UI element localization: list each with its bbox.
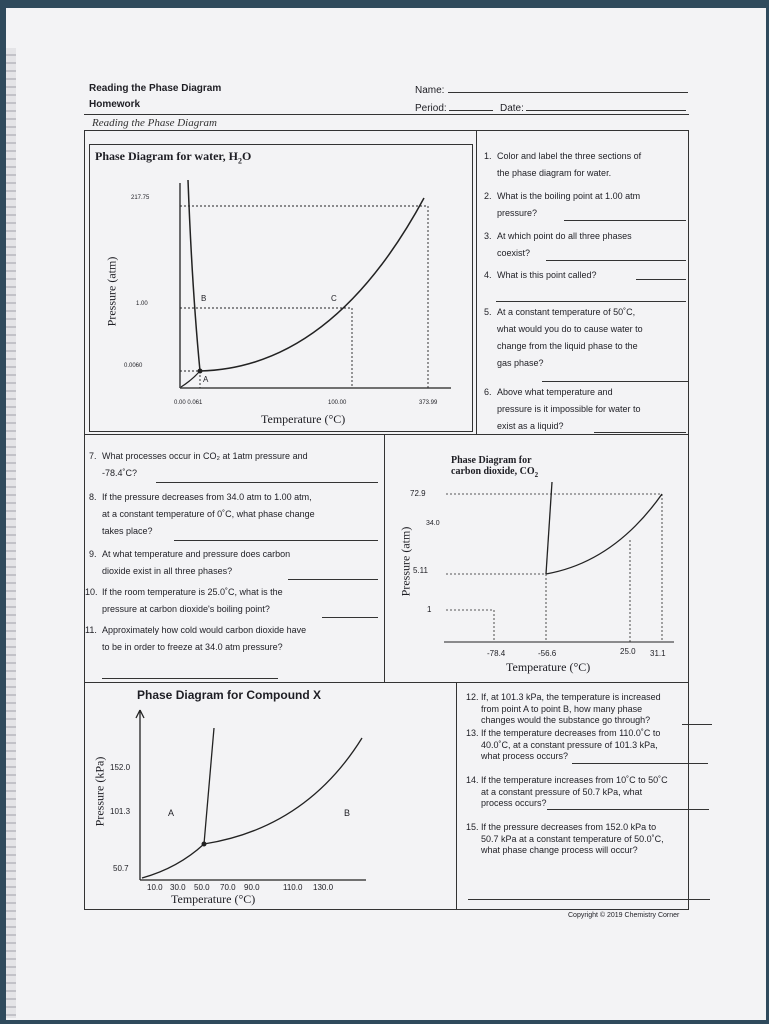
answer-line[interactable] [572,763,708,764]
question-number: 7. [89,451,97,461]
compound-xtick-5: 90.0 [244,883,260,892]
water-point-a: A [203,375,209,384]
answer-line[interactable] [547,809,709,810]
worksheet-title: Reading the Phase Diagram [89,83,222,94]
question-text: If the temperature increases from 10˚C to 50˚C [481,775,668,785]
co2-xtick-4: 31.1 [650,649,666,658]
water-y-label: Pressure (atm) [104,256,119,327]
compound-xtick-3: 50.0 [194,883,210,892]
name-field[interactable] [415,82,688,97]
copyright-text: Copyright © 2019 Chemistry Corner [568,912,680,919]
question-text: pressure is it impossible for water to [497,404,641,414]
question-text: What is the boiling point at 1.00 atm [497,191,641,201]
answer-line[interactable] [174,540,378,541]
water-x-label: Temperature (°C) [261,412,346,426]
compound-phase-diagram [126,708,376,884]
question-text: If the pressure decreases from 34.0 atm to 1.00 atm, [102,492,312,502]
co2-title-sub: 2 [534,471,539,479]
col-divider-top [476,130,477,434]
col-divider-mid [384,434,385,682]
question-text: at a constant temperature of 0˚C, what phase change [102,509,315,519]
answer-line[interactable] [288,579,378,580]
question-number: 1. [484,151,492,161]
table-right-border [688,130,689,910]
question-text: At what temperature and pressure does carbon [102,549,291,559]
answer-line[interactable] [496,301,686,302]
question-number: 3. [484,231,492,241]
table-bottom-line [84,909,689,910]
question-number: 4. [484,270,492,280]
question-number: 13. [466,728,479,738]
water-ytick-2: 1.00 [136,301,148,307]
water-xtick-3: 373.99 [419,400,438,406]
question-number: 9. [89,549,97,559]
co2-xtick-1: -78.4 [487,649,506,658]
water-xtick-1: 0.00 0.061 [174,400,203,406]
question-text: 50.7 kPa at a constant temperature of 50.0˚C, [481,833,664,844]
worksheet-subtitle: Homework [89,99,141,110]
compound-xtick-6: 110.0 [283,883,303,892]
question-number: 8. [89,492,97,502]
water-title-sub: 2 [237,156,242,166]
answer-line[interactable] [156,482,378,483]
question-number: 10. [85,587,98,597]
row-divider-1 [84,434,689,435]
compound-x-label: Temperature (°C) [171,892,256,906]
question-text: pressure? [497,208,538,218]
compound-xtick-4: 70.0 [220,883,236,892]
question-text: process occurs? [481,798,547,808]
question-text: What is this point called? [497,270,597,280]
answer-line[interactable] [636,279,686,280]
question-number: 14. [466,775,479,785]
question-number: 12. [466,692,479,702]
compound-point-b: B [344,808,351,818]
compound-sublimation-curve [142,844,204,878]
answer-line[interactable] [542,381,688,382]
question-number: 15. [466,822,479,832]
question-text: exist as a liquid? [497,421,564,431]
co2-vaporization-curve [546,494,662,574]
answer-line[interactable] [682,724,712,725]
compound-ytick-2: 101.3 [110,807,131,816]
water-title-text: Phase Diagram for water, H [95,149,238,163]
compound-ytick-1: 152.0 [110,763,131,772]
water-ytick-3: 0.0060 [124,363,143,369]
compound-vaporization-curve [204,738,362,844]
water-diagram-title [95,149,251,168]
date-field[interactable] [500,100,686,115]
compound-fusion-curve [204,728,214,844]
water-fusion-curve [188,180,200,371]
question-text: Above what temperature and [497,387,613,397]
co2-title-2 [451,466,538,481]
compound-ytick-3: 50.7 [113,864,129,873]
date-label: Date: [500,103,524,114]
binder-edge [6,48,16,1018]
co2-ytick-1: 72.9 [410,489,426,498]
question-text: what process occurs? [481,751,569,761]
question-number: 6. [484,387,492,397]
question-text: What processes occur in CO₂ at 1atm pressure and [102,451,308,461]
period-label: Period: [415,103,447,114]
question-text: change from the liquid phase to the [497,341,638,351]
question-number: 11. [85,625,97,635]
co2-fusion-curve [546,482,552,574]
table-header-line [84,130,689,131]
question-text: Color and label the three sections of [497,151,642,161]
compound-y-label: Pressure (kPa) [92,756,107,827]
question-text: Approximately how cold would carbon dioxide have [102,625,307,635]
question-text: takes place? [102,526,153,536]
compound-triple-point [202,842,207,847]
col-divider-bottom [456,682,457,909]
question-text: coexist? [497,248,531,258]
question-text: what would you do to cause water to [497,324,643,334]
compound-point-a: A [168,808,175,818]
co2-xtick-3: 25.0 [620,647,636,656]
compound-xtick-7: 130.0 [313,883,334,892]
water-vaporization-curve [200,198,424,371]
period-field[interactable] [415,100,493,115]
question-text: If, at 101.3 kPa, the temperature is increased [481,692,661,702]
water-phase-diagram [156,168,456,398]
answer-line[interactable] [468,899,710,900]
co2-title-1: Phase Diagram for [451,455,532,466]
worksheet-page [6,8,766,1020]
water-triple-point [198,369,203,374]
co2-xtick-2: -56.6 [538,649,557,658]
co2-phase-diagram [434,482,680,646]
answer-line[interactable] [564,220,686,221]
question-number: 5. [484,307,492,317]
answer-line[interactable] [594,432,686,433]
co2-ytick-4: 1 [427,605,432,614]
question-text: If the room temperature is 25.0˚C, what is the [102,587,283,597]
question-text: dioxide exist in all three phases? [102,566,233,576]
question-text: -78.4˚C? [102,468,138,478]
question-number: 2. [484,191,492,201]
question-text: from point A to point B, how many phase [481,703,643,714]
co2-ytick-3: 5.11 [413,566,428,575]
table-top-line [84,114,689,115]
question-text: If the pressure decreases from 152.0 kPa to [481,822,657,832]
water-point-b: B [201,294,207,303]
compound-title: Phase Diagram for Compound X [137,688,322,702]
section-heading: Reading the Phase Diagram [92,117,217,129]
question-text: changes would the substance go through? [481,715,651,725]
question-text: to be in order to freeze at 34.0 atm pressure? [102,642,283,652]
question-text: If the temperature decreases from 110.0˚C to [481,728,661,738]
answer-line[interactable] [102,678,278,679]
water-ytick-1: 217.75 [131,195,150,201]
row-divider-2 [84,682,689,683]
water-point-c: C [331,294,337,303]
co2-ytick-2: 34.0 [426,520,440,527]
compound-xtick-2: 30.0 [170,883,186,892]
co2-title-text: carbon dioxide, CO [451,466,535,477]
question-text: pressure at carbon dioxide's boiling point? [102,604,270,614]
question-text: At a constant temperature of 50˚C, [497,307,636,317]
question-text: gas phase? [497,358,544,368]
table-left-border [84,130,85,910]
co2-y-label: Pressure (atm) [398,526,413,597]
water-xtick-2: 100.00 [328,400,347,406]
answer-line[interactable] [322,617,378,618]
compound-xtick-1: 10.0 [147,883,163,892]
water-title-end: O [241,149,252,163]
question-text: the phase diagram for water. [497,168,612,178]
answer-line[interactable] [546,260,686,261]
water-sublimation-curve [181,371,200,387]
question-text: at a constant pressure of 50.7 kPa, what [481,786,643,797]
question-text: At which point do all three phases [497,231,632,241]
co2-x-label: Temperature (°C) [506,660,591,674]
name-label: Name: [415,85,445,96]
question-text: what phase change process will occur? [481,845,638,855]
question-text: 40.0˚C, at a constant pressure of 101.3 kPa, [481,739,658,750]
